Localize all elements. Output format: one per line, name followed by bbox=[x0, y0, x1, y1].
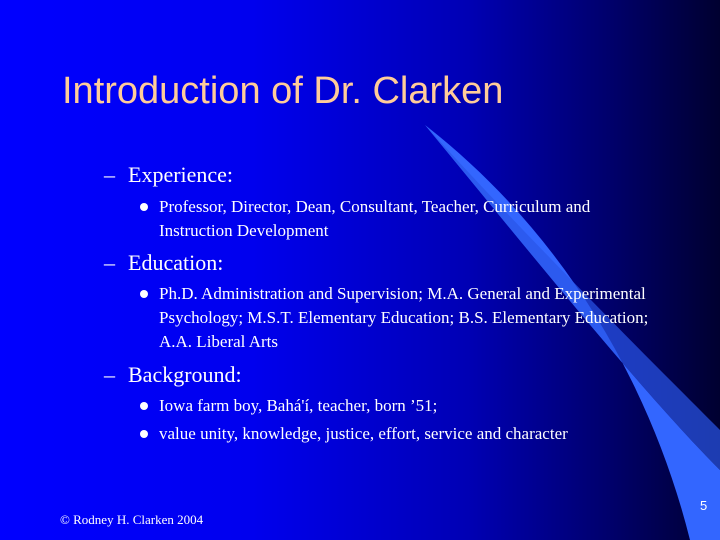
education-item: Ph.D. Administration and Supervision; M.A. General and Experimental Psychology; M.S.T. Elementary Education; B.S. Elementary Education; A.A. Liberal Arts bbox=[159, 284, 649, 351]
page-number: 5 bbox=[700, 498, 708, 513]
slide-title: Introduction of Dr. Clarken bbox=[62, 70, 504, 112]
copyright-footer: © Rodney H. Clarken 2004 bbox=[60, 512, 204, 527]
section-heading-experience bbox=[104, 162, 233, 188]
section-heading-label: Education: bbox=[128, 250, 224, 275]
bullet-dot-icon bbox=[140, 203, 148, 211]
background-item: Iowa farm boy, Bahá'í, teacher, born ’51; bbox=[159, 396, 438, 415]
dash-marker: – bbox=[104, 362, 115, 387]
section-heading-background bbox=[104, 362, 242, 388]
bullet-dot-icon bbox=[140, 430, 148, 438]
section-heading-label: Experience: bbox=[128, 162, 234, 187]
section-heading-education bbox=[104, 250, 223, 276]
bullet-dot-icon bbox=[140, 402, 148, 410]
experience-item: Professor, Director, Dean, Consultant, Teacher, Curriculum and Instruction Development bbox=[159, 197, 591, 240]
dash-marker: – bbox=[104, 162, 115, 187]
section-heading-label: Background: bbox=[128, 362, 242, 387]
dash-marker: – bbox=[104, 250, 115, 275]
background-item: value unity, knowledge, justice, effort, service and character bbox=[159, 424, 568, 443]
bullet-dot-icon bbox=[140, 290, 148, 298]
